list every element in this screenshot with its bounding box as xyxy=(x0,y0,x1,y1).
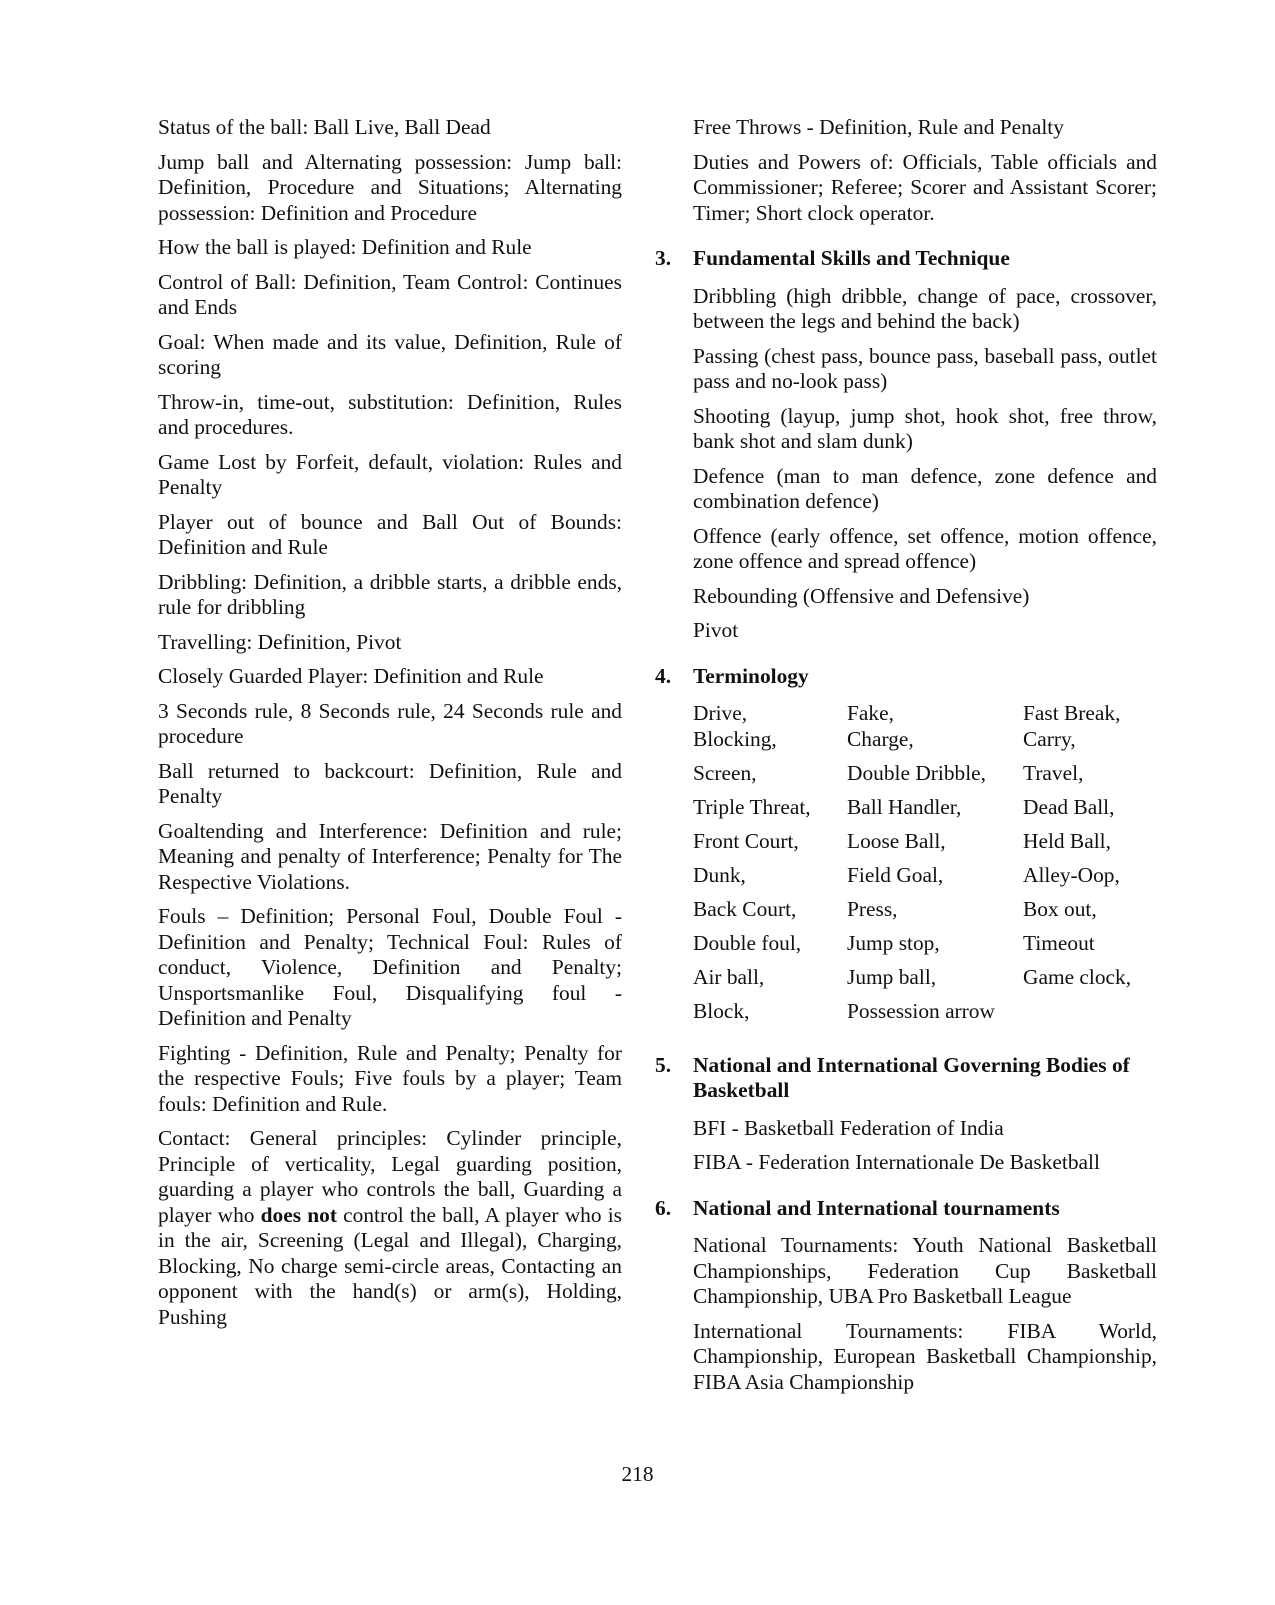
terminology-term: Drive, xyxy=(693,701,748,725)
skill-item: Shooting (layup, jump shot, hook shot, free throw, bank shot and slam dunk) xyxy=(693,403,1157,453)
terminology-term: Charge, xyxy=(847,726,914,751)
terminology-term: Timeout xyxy=(1023,930,1095,955)
skill-item: Passing (chest pass, bounce pass, baseball pass, outlet pass and no-look pass) xyxy=(693,343,1157,393)
section-number: 4. xyxy=(655,663,672,688)
terminology-row xyxy=(693,863,1131,897)
terminology-term: Dunk, xyxy=(693,862,746,887)
terminology-term: Front Court, xyxy=(693,828,799,853)
topic-line: How the ball is played: Definition and Rule xyxy=(158,235,532,259)
terminology-term: Screen, xyxy=(693,760,757,785)
topic-line: Free Throws - Definition, Rule and Penalty xyxy=(693,115,1064,139)
terminology-term xyxy=(1023,999,1131,1033)
section-number: 5. xyxy=(655,1052,672,1077)
terminology-term: Held Ball, xyxy=(1023,828,1111,853)
topic-line: Travelling: Definition, Pivot xyxy=(158,629,402,654)
terminology-term: Triple Threat, xyxy=(693,794,811,819)
terminology-term: Fake, xyxy=(847,701,894,725)
skill-item: Dribbling (high dribble, change of pace, crossover, between the legs and behind the back) xyxy=(693,283,1157,333)
contact-text-before: Contact: General principles: Cylinder principle, Principle of verticality, Legal guarding position, guarding a player who controls the ball, Guarding a player who xyxy=(158,1126,622,1227)
section-title: Terminology xyxy=(693,663,809,688)
terminology-row xyxy=(693,761,1131,795)
terminology-row xyxy=(693,829,1131,863)
topic-line: Game Lost by Forfeit, default, violation: Rules and Penalty xyxy=(158,449,622,499)
section-heading-4 xyxy=(655,664,1157,690)
terminology-term: Block, xyxy=(693,998,750,1023)
governing-body-item: BFI - Basketball Federation of India xyxy=(693,1115,1004,1140)
terminology-row xyxy=(693,795,1131,829)
skill-item: Defence (man to man defence, zone defence and combination defence) xyxy=(693,463,1157,513)
tournament-item: International Tournaments: FIBA World, Championship, European Basketball Championship, FIBA Asia Championship xyxy=(693,1318,1157,1394)
section-heading-5 xyxy=(655,1053,1157,1104)
topic-line: Duties and Powers of: Officials, Table officials and Commissioner; Referee; Scorer and Assistant Scorer; Timer; Short clock operator. xyxy=(693,149,1157,225)
skill-item: Pivot xyxy=(693,618,739,642)
topic-line: Ball returned to backcourt: Definition, Rule and Penalty xyxy=(158,758,622,808)
terminology-term: Fast Break, xyxy=(1023,701,1121,725)
terminology-row xyxy=(693,965,1131,999)
contact-text-bold: does not xyxy=(260,1202,337,1227)
topic-line: Goaltending and Interference: Definition and rule; Meaning and penalty of Interference; Penalty for The Respective Violations. xyxy=(158,818,622,894)
terminology-term: Box out, xyxy=(1023,896,1097,921)
terminology-term: Carry, xyxy=(1023,726,1076,751)
topic-line: 3 Seconds rule, 8 Seconds rule, 24 Seconds rule and procedure xyxy=(158,698,622,748)
terminology-term: Ball Handler, xyxy=(847,794,962,819)
terminology-row xyxy=(693,897,1131,931)
topic-line: Throw-in, time-out, substitution: Definition, Rules and procedures. xyxy=(158,389,622,439)
section-number: 6. xyxy=(655,1195,672,1220)
topic-line: Status of the ball: Ball Live, Ball Dead xyxy=(158,115,491,139)
topic-line: Jump ball and Alternating possession: Jump ball: Definition, Procedure and Situations; Alternating possession: Definition and Procedure xyxy=(158,149,622,225)
section-heading-3 xyxy=(655,246,1157,272)
terminology-term: Blocking, xyxy=(693,726,777,751)
terminology-term: Dead Ball, xyxy=(1023,794,1115,819)
terminology-row xyxy=(693,931,1131,965)
terminology-term: Travel, xyxy=(1023,760,1084,785)
terminology-term: Possession arrow xyxy=(847,998,995,1023)
governing-body-item: FIBA - Federation Internationale De Basketball xyxy=(693,1150,1100,1174)
terminology-table xyxy=(693,701,1131,1033)
terminology-row xyxy=(693,701,1131,727)
terminology-term: Game clock, xyxy=(1023,964,1132,989)
section-number: 3. xyxy=(655,246,672,270)
section-heading-6 xyxy=(655,1196,1157,1222)
page-number: 218 xyxy=(621,1462,654,1486)
terminology-term: Alley-Oop, xyxy=(1023,862,1120,887)
terminology-term: Double Dribble, xyxy=(847,760,987,785)
contact-text-after: control the ball, A player who is in the air, Screening (Legal and Illegal), Charging, Blocking, No charge semi-circle areas, Contacting an opponent with the hand(s) or arm(s), Holding, Pushing xyxy=(158,1202,623,1329)
right-column xyxy=(655,115,1157,1404)
skill-item: Rebounding (Offensive and Defensive) xyxy=(693,583,1030,608)
section-title: National and International tournaments xyxy=(693,1195,1060,1220)
terminology-term: Jump stop, xyxy=(847,930,940,955)
contact-paragraph xyxy=(158,1126,622,1330)
terminology-term: Press, xyxy=(847,896,898,921)
terminology-term: Loose Ball, xyxy=(847,828,946,853)
tournament-item: National Tournaments: Youth National Basketball Championships, Federation Cup Basketball Championship, UBA Pro Basketball League xyxy=(693,1233,1157,1308)
terminology-term: Air ball, xyxy=(693,964,765,989)
left-column xyxy=(158,115,622,1339)
terminology-term: Back Court, xyxy=(693,896,797,921)
skill-item: Offence (early offence, set offence, motion offence, zone offence and spread offence) xyxy=(693,523,1157,573)
terminology-term: Double foul, xyxy=(693,930,802,955)
terminology-row xyxy=(693,999,1131,1033)
topic-line: Control of Ball: Definition, Team Control: Continues and Ends xyxy=(158,269,622,319)
section-title: National and International Governing Bodies of Basketball xyxy=(693,1052,1130,1102)
terminology-term: Jump ball, xyxy=(847,964,937,989)
topic-line: Closely Guarded Player: Definition and Rule xyxy=(158,664,544,688)
topic-line: Fighting - Definition, Rule and Penalty; Penalty for the respective Fouls; Five fouls by a player; Team fouls: Definition and Rule. xyxy=(158,1040,622,1116)
terminology-row xyxy=(693,727,1131,761)
topic-line: Fouls – Definition; Personal Foul, Double Foul - Definition and Penalty; Technical Foul: Rules of conduct, Violence, Definition and Penalty; Unsportsmanlike Foul, Disqualifying foul - Definition and Penalty xyxy=(158,904,622,1030)
topic-line: Goal: When made and its value, Definition, Rule of scoring xyxy=(158,329,622,379)
section-title: Fundamental Skills and Technique xyxy=(693,246,1010,270)
topic-line: Player out of bounce and Ball Out of Bounds: Definition and Rule xyxy=(158,509,622,559)
terminology-term: Field Goal, xyxy=(847,862,944,887)
topic-line: Dribbling: Definition, a dribble starts, a dribble ends, rule for dribbling xyxy=(158,569,622,619)
